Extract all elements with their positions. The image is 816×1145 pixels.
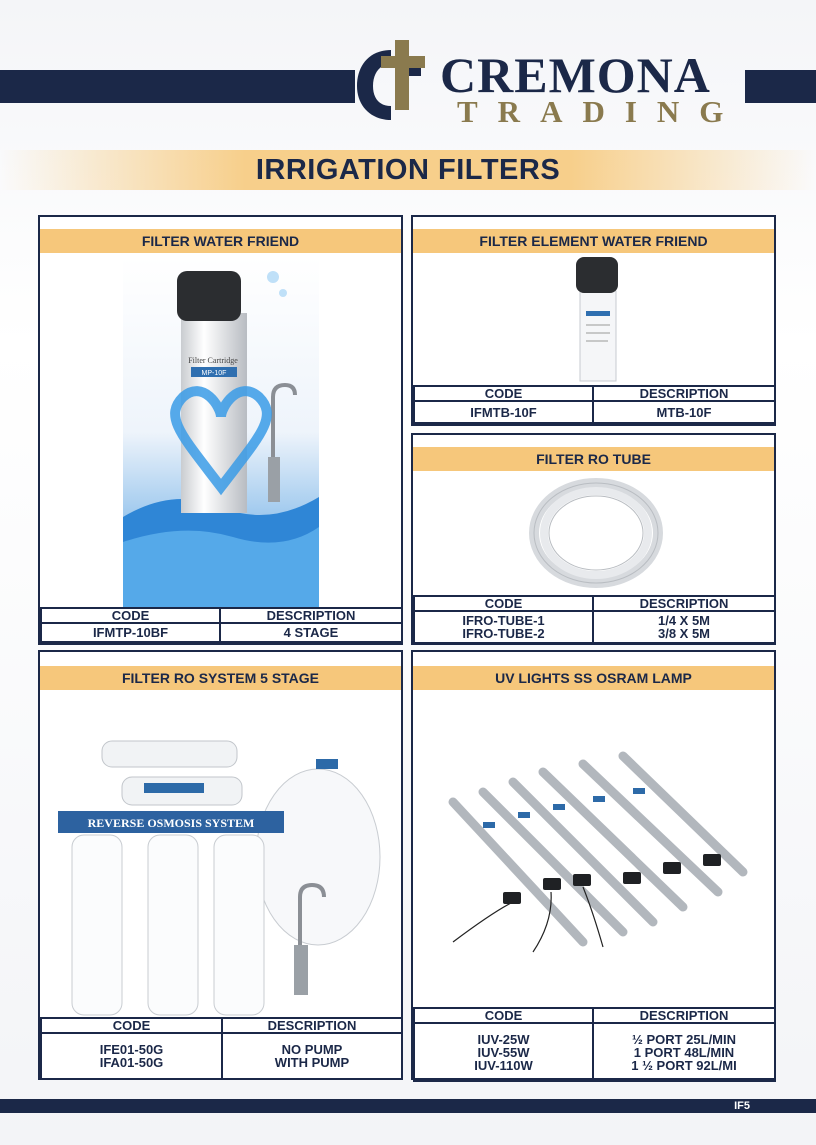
product-code: IFMTB-10F xyxy=(414,401,593,423)
spec-table xyxy=(413,385,776,424)
panel-title: UV LIGHTS SS OSRAM LAMP xyxy=(413,666,774,690)
spec-table xyxy=(40,607,403,643)
code-header: CODE xyxy=(41,608,220,623)
svg-text:Filter Cartridge: Filter Cartridge xyxy=(188,356,238,365)
product-image xyxy=(123,257,319,607)
product-image xyxy=(433,742,753,967)
description-header: DESCRIPTION xyxy=(222,1018,402,1033)
brand-subtitle: TRADING xyxy=(457,94,744,129)
product-description: MTB-10F xyxy=(593,401,775,423)
panel-title: FILTER WATER FRIEND xyxy=(40,229,401,253)
description-header: DESCRIPTION xyxy=(220,608,402,623)
product-code: IUV-25W IUV-55W IUV-110W xyxy=(414,1023,593,1081)
header-bar-right xyxy=(745,70,816,103)
svg-text:REVERSE OSMOSIS SYSTEM: REVERSE OSMOSIS SYSTEM xyxy=(87,816,255,830)
panel-filter-water-friend xyxy=(38,215,403,645)
description-header: DESCRIPTION xyxy=(593,596,775,611)
brand-logo xyxy=(345,32,745,128)
panel-filter-element xyxy=(411,215,776,426)
spec-table xyxy=(40,1017,403,1080)
footer-bar xyxy=(0,1099,816,1113)
spec-table xyxy=(413,595,776,644)
panel-title: FILTER ELEMENT WATER FRIEND xyxy=(413,229,774,253)
title-band xyxy=(0,150,816,190)
product-image xyxy=(568,255,628,385)
product-code: IFE01-50G IFA01-50G xyxy=(41,1033,222,1079)
svg-text:MP-10F: MP-10F xyxy=(201,370,227,377)
product-description: 4 STAGE xyxy=(220,623,402,642)
product-description: NO PUMP WITH PUMP xyxy=(222,1033,402,1079)
panel-uv-lights xyxy=(411,650,776,1080)
code-header: CODE xyxy=(41,1018,222,1033)
product-image xyxy=(58,737,388,1027)
panel-filter-ro-system xyxy=(38,650,403,1080)
product-image xyxy=(521,471,671,591)
header-bar-left xyxy=(0,70,355,103)
page-number: IF5 xyxy=(734,1100,750,1112)
code-header: CODE xyxy=(414,386,593,401)
description-header: DESCRIPTION xyxy=(593,386,775,401)
product-description: 1/4 X 5M 3/8 X 5M xyxy=(593,611,775,643)
cross-logo-icon xyxy=(351,36,431,124)
page-title: IRRIGATION FILTERS xyxy=(255,154,561,186)
panel-title: FILTER RO TUBE xyxy=(413,447,774,471)
code-header: CODE xyxy=(414,1008,593,1023)
panel-title: FILTER RO SYSTEM 5 STAGE xyxy=(40,666,401,690)
product-code: IFRO-TUBE-1 IFRO-TUBE-2 xyxy=(414,611,593,643)
brand-name: CREMONA xyxy=(440,47,711,103)
product-description: ½ PORT 25L/MIN 1 PORT 48L/MIN 1 ½ PORT 92L/MI xyxy=(593,1023,775,1081)
product-code: IFMTP-10BF xyxy=(41,623,220,642)
spec-table xyxy=(413,1007,776,1082)
description-header: DESCRIPTION xyxy=(593,1008,775,1023)
code-header: CODE xyxy=(414,596,593,611)
panel-filter-ro-tube xyxy=(411,433,776,645)
